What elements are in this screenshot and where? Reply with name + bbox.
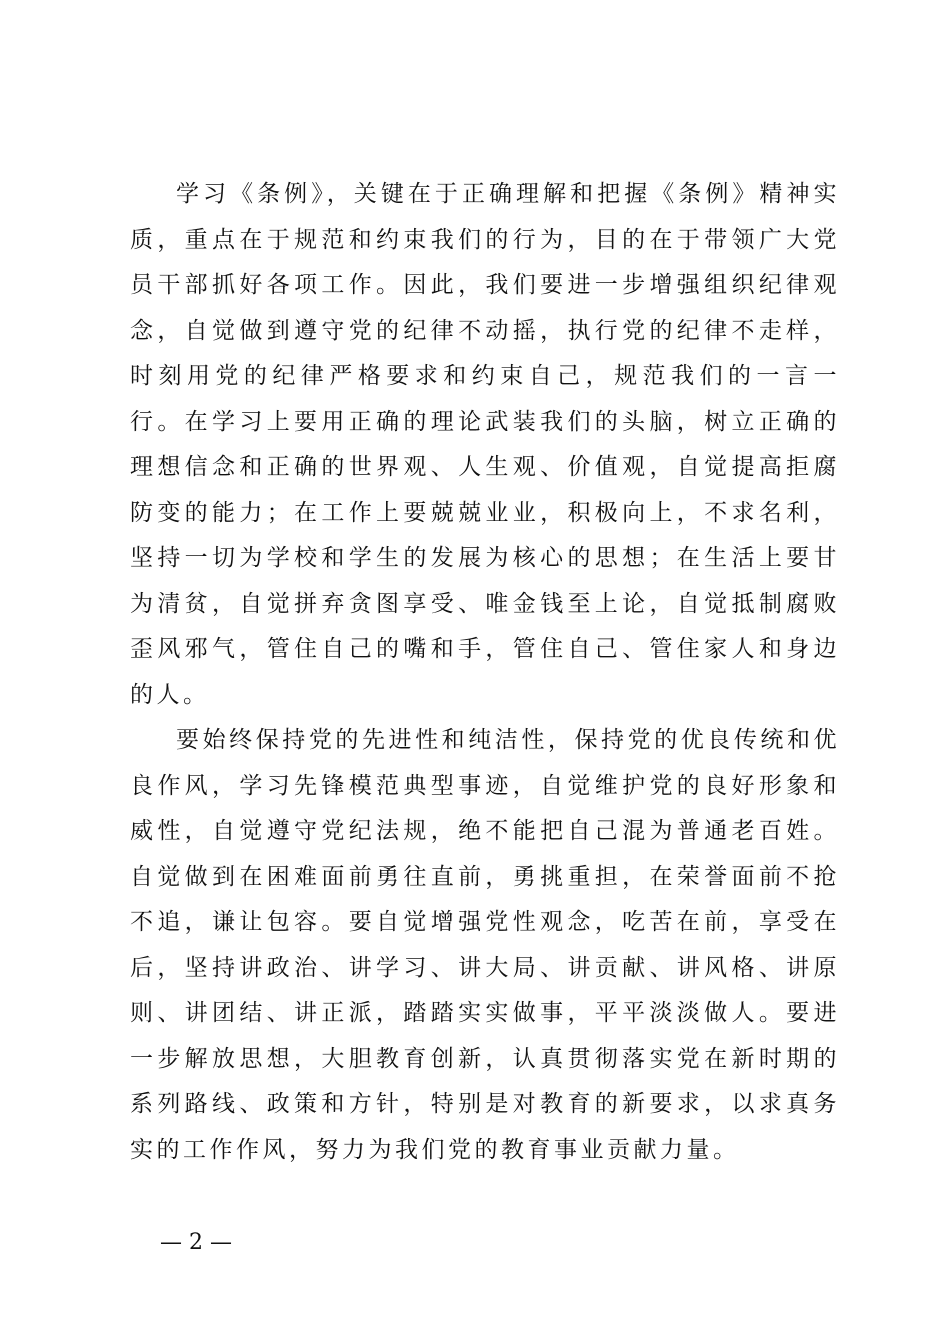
page-number: — 2 — [160, 1230, 232, 1255]
paragraph-1: 学习《条例》，关键在于正确理解和把握《条例》精神实质，重点在于规范和约束我们的行为，目的在于带领广大党员干部抓好各项工作。因此，我们要进一步增强组织纪律观念，自觉做到遵守党的纪律不动摇，执行党的纪律不走样，时刻用党的纪律严格要求和约束自己，规范我们的一言一行。在学习上要用正确的理论武装我们的头脑，树立正确的理想信念和正确的世界观、人生观、价值观，自觉提高拒腐防变的能力；在工作上要兢兢业业，积极向上，不求名利，坚持一切为学校和学生的发展为核心的思想；在生活上要甘为清贫，自觉拼弃贪图享受、唯金钱至上论，自觉抵制腐败歪风邪气，管住自己的嘴和手，管住自己、管住家人和身边的人。 [130, 181, 840, 708]
document-body [130, 172, 840, 1173]
paragraph-2: 要始终保持党的先进性和纯洁性，保持党的优良传统和优良作风，学习先锋模范典型事迹，自觉维护党的良好形象和威性，自觉遵守党纪法规，绝不能把自己混为普通老百姓。自觉做到在困难面前勇往直前，勇挑重担，在荣誉面前不抢不追，谦让包容。要自觉增强党性观念，吃苦在前，享受在后，坚持讲政治、讲学习、讲大局、讲贡献、讲风格、讲原则、讲团结、讲正派，踏踏实实做事，平平淡淡做人。要进一步解放思想，大胆教育创新，认真贯彻落实党在新时期的系列路线、政策和方针，特别是对教育的新要求，以求真务实的工作作风，努力为我们党的教育事业贡献力量。 [130, 727, 840, 1163]
